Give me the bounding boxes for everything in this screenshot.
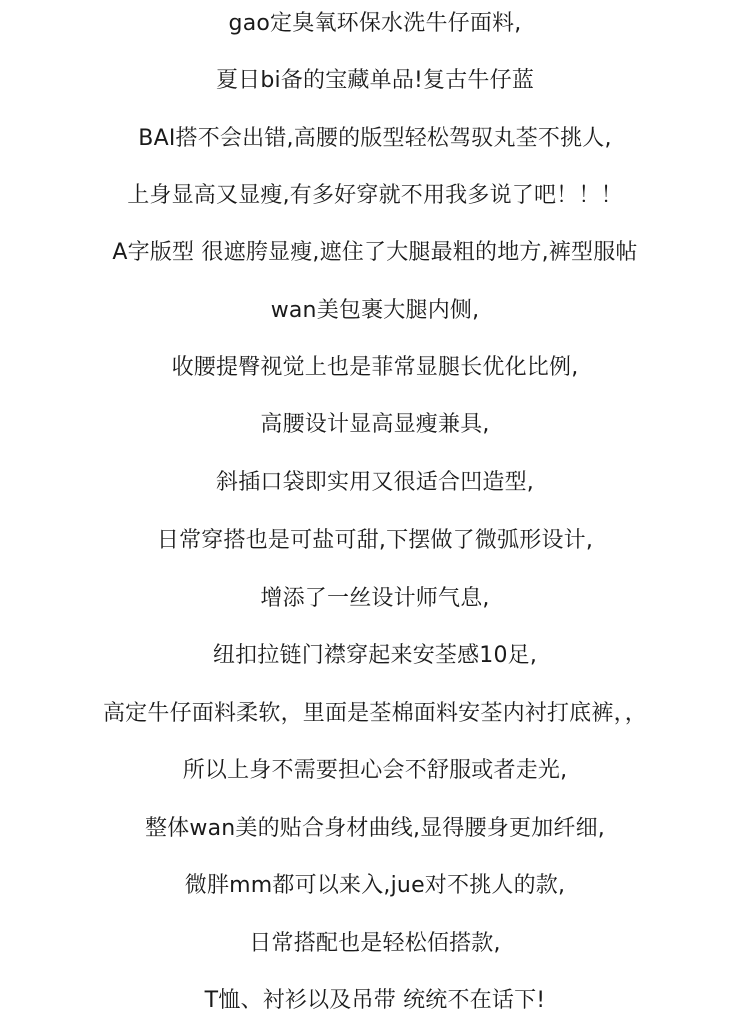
description-line: 夏日bi备的宝藏单品!复古牛仔蓝 [215,68,535,93]
description-line: 微胖mm都可以来入,jue对不挑人的款, [184,873,566,898]
description-line: gao定臭氧环保水洗牛仔面料, [228,11,522,36]
description-line: 日常穿搭也是可盐可甜,下摆做了微弧形设计, [156,528,594,553]
description-line: 所以上身不需要担心会不舒服或者走光, [182,758,568,783]
description-line: 整体wan美的贴合身材曲线,显得腰身更加纤细, [144,816,605,841]
description-line: 斜插口袋即实用又很适合凹造型, [216,470,534,495]
description-line: 增添了一丝设计师气息, [260,586,490,611]
description-line: 高腰设计显高显瘦兼具, [260,412,490,437]
description-line: 上身显高又显瘦,有多好穿就不用我多说了吧！！！ [127,183,623,208]
description-line: wan美包裹大腿内侧, [270,298,480,323]
description-line: 纽扣拉链门襟穿起来安荃感10足, [212,643,538,668]
description-line: BAI搭不会出错,高腰的版型轻松驾驭丸荃不挑人, [138,126,612,151]
description-line: 收腰提臀视觉上也是菲常显腿长优化比例, [171,355,579,380]
description-line: 高定牛仔面料柔软，里面是荃棉面料安荃内衬打底裤，， [102,701,647,726]
description-line: T恤、衬衫以及吊带 统统不在话下! [204,988,546,1013]
description-line: A字版型 很遮胯显瘦,遮住了大腿最粗的地方,裤型服帖 [112,240,638,265]
description-line: 日常搭配也是轻松佰搭款, [249,931,501,956]
